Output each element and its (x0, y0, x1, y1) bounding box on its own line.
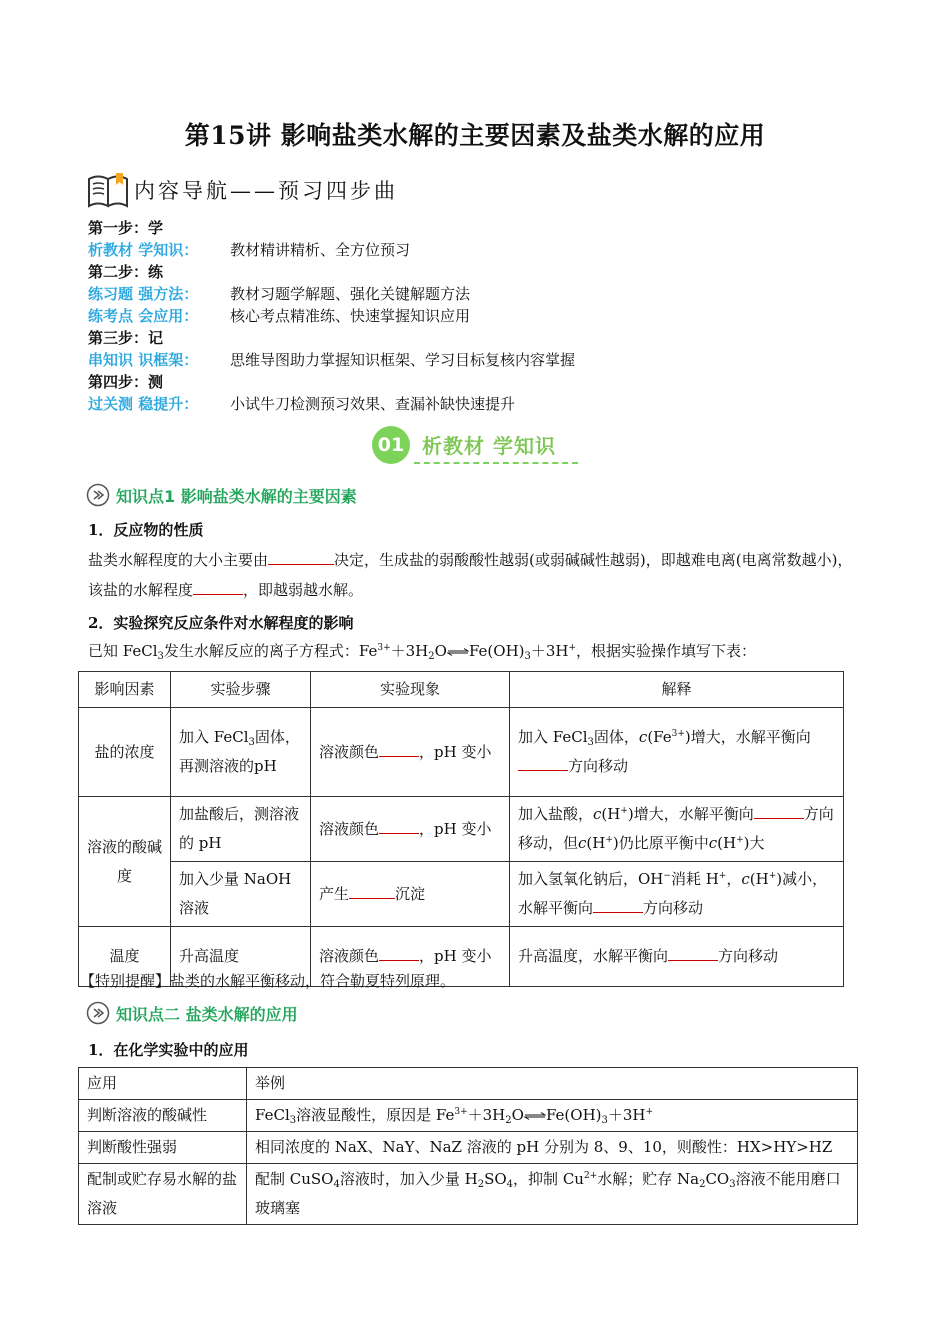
knowledge-point-1-title: 知识点1 影响盐类水解的主要因素 (116, 486, 357, 506)
step-item: 练习题 强方法： 教材习题学解题、强化关键解题方法 (88, 285, 471, 303)
fill-blank[interactable] (268, 564, 334, 565)
book-icon (86, 171, 132, 209)
step-item: 串知识 识框架： 思维导图助力掌握知识框架、学习目标复核内容掌握 (88, 351, 576, 369)
section-number: 01 (372, 426, 410, 464)
knowledge-point-1-header (86, 482, 357, 508)
dashed-underline (414, 462, 578, 464)
fill-blank[interactable] (193, 594, 243, 595)
fill-blank[interactable] (379, 960, 419, 961)
nav-header (86, 170, 398, 210)
knowledge-point-2-title: 知识点二 盐类水解的应用 (116, 1004, 298, 1024)
step-4: 第四步：测 (88, 373, 164, 391)
table-row: 判断溶液的酸碱性 FeCl$_3$溶液显酸性，原因是 $Fe^{3+}+3H_2O$ $Fe(OH)_3+3H^+$ (79, 1100, 858, 1132)
equilibrium-arrow-icon (447, 648, 469, 656)
special-reminder: 【特别提醒】盐类的水解平衡移动，符合勒夏特列原理。 (80, 972, 456, 990)
table-row: 判断酸性强弱 相同浓度的 NaX、NaY、NaZ 溶液的 pH 分别为 8、9、10，则酸性：HX>HY>HZ (79, 1132, 858, 1164)
table-row: 溶液的酸碱度 加盐酸后，测溶液的 pH 溶液颜色 ，pH 变小 加入盐酸，c(H+)增大，水解平衡向 方向移动，但c(H+)仍比原平衡中c(H+)大 (79, 797, 844, 862)
step-2: 第二步：练 (88, 263, 164, 281)
step-3: 第三步：记 (88, 329, 164, 347)
fill-blank[interactable] (379, 756, 419, 757)
arrow-circle-icon (86, 483, 110, 507)
page-title: 第15讲 影响盐类水解的主要因素及盐类水解的应用 (184, 121, 766, 150)
table-header-row: 影响因素 实验步骤 实验现象 解释 (79, 672, 844, 708)
knowledge-point-2-header (86, 1000, 298, 1026)
section-badge (372, 424, 582, 468)
step-item: 过关测 稳提升： 小试牛刀检测预习效果、查漏补缺快速提升 (88, 395, 516, 413)
arrow-circle-icon (86, 1001, 110, 1025)
paragraph-2: 已知 FeCl$_3$发生水解反应的离子方程式：$Fe^{3+}+3H_2O$ $Fe(OH)_3+3H^+$，根据实验操作填写下表： (88, 642, 757, 662)
fill-blank[interactable] (349, 898, 395, 899)
fill-blank[interactable] (379, 833, 419, 834)
fill-blank[interactable] (593, 912, 643, 913)
table-row: 温度 升高温度 溶液颜色 ，pH 变小 升高温度，水解平衡向 方向移动 (79, 927, 844, 987)
step-item: 练考点 会应用： 核心考点精准练、快速掌握知识应用 (88, 307, 471, 325)
fill-blank[interactable] (518, 770, 568, 771)
subheading: 1．反应物的性质 (88, 521, 204, 539)
section-label: 析教材 学知识 (422, 434, 556, 458)
equilibrium-arrow-icon (524, 1112, 546, 1120)
subheading: 1．在化学实验中的应用 (88, 1041, 249, 1059)
table-row: 配制或贮存易水解的盐溶液 配制 CuSO$_4$溶液时，加入少量 $H_2SO_4$，抑制 $Cu^{2+}$水解；贮存 $Na_2CO_3$溶液不能用磨口玻璃塞 (79, 1164, 858, 1225)
step-1: 第一步：学 (88, 219, 164, 237)
fill-blank[interactable] (754, 818, 804, 819)
table-row: 加入少量 NaOH 溶液 产生 沉淀 加入氢氧化钠后，OH−消耗 H+，c(H+)减小，水解平衡向 方向移动 (79, 862, 844, 927)
table-header-row: 应用 举例 (79, 1068, 858, 1100)
paragraph-1: 盐类水解程度的大小主要由 决定，生成盐的弱酸酸性越弱(或弱碱碱性越弱)，即越难电离(电离常数越小)，该盐的水解程度 ，即越弱越水解。 (88, 551, 853, 599)
step-list (88, 217, 575, 415)
step-item: 析教材 学知识： 教材精讲精析、全方位预习 (88, 241, 411, 259)
subheading: 2．实验探究反应条件对水解程度的影响 (88, 614, 354, 632)
table-row: 盐的浓度 加入 FeCl$_3$固体，再测溶液的pH 溶液颜色 ，pH 变小 加入 FeCl$_3$固体，$c(Fe^{3+})$增大，水解平衡向方向移动 (79, 708, 844, 797)
application-table (78, 1067, 858, 1225)
fill-blank[interactable] (668, 960, 718, 961)
nav-header-text: 内容导航——预习四步曲 (134, 179, 398, 203)
factor-table (78, 671, 844, 987)
